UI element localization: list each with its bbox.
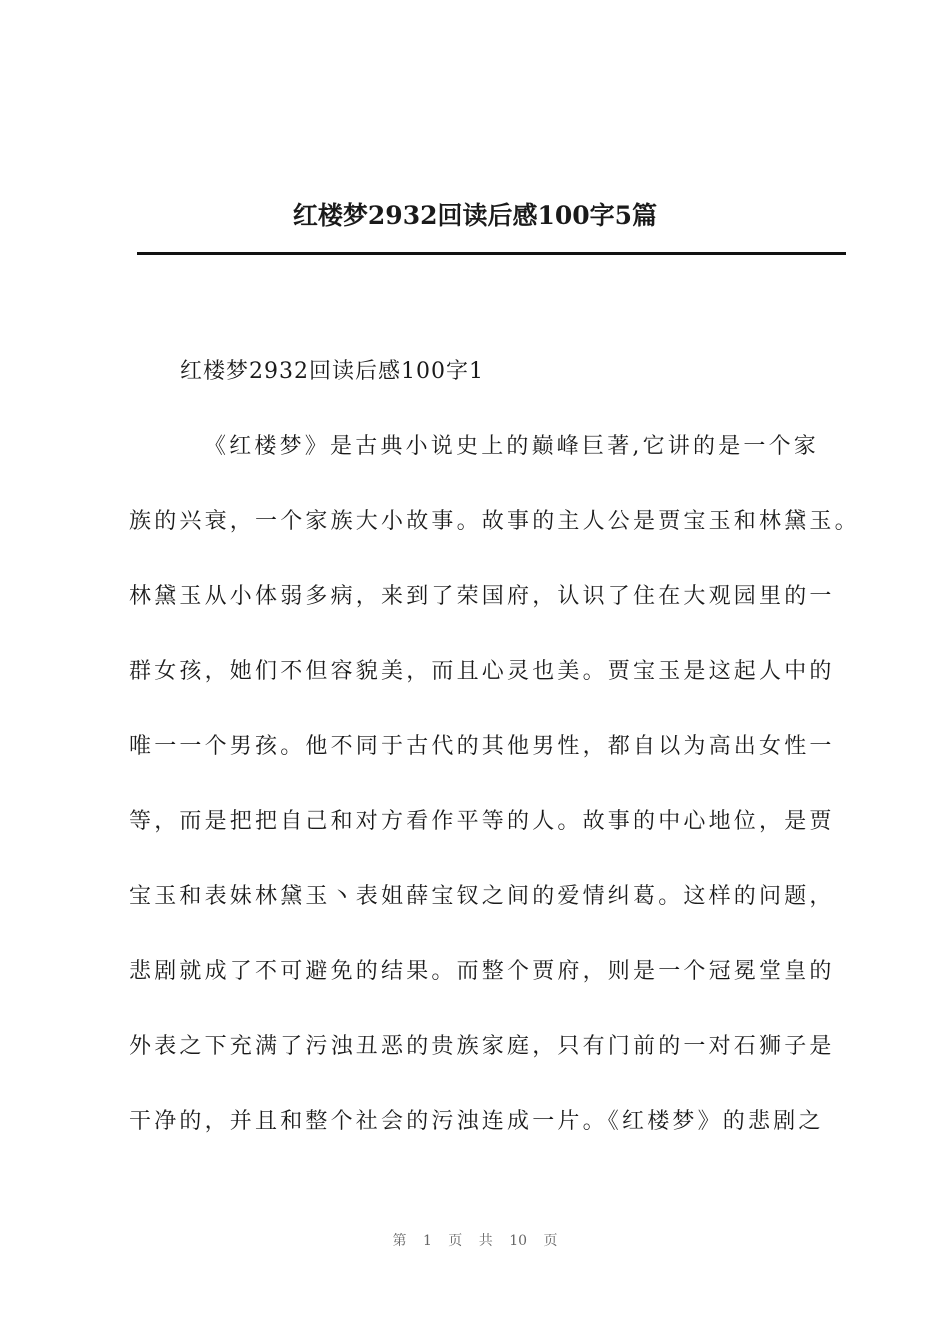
page-title: 红楼梦2932回读后感100字5篇	[292, 201, 658, 230]
paragraph-line: 族的兴衰，一个家族大小故事。故事的主人公是贾宝玉和林黛玉。	[129, 509, 860, 534]
paragraph-line: 干净的，并且和整个社会的污浊连成一片。《红楼梦》的悲剧之	[129, 1109, 824, 1134]
paragraph-line: 悲剧就成了不可避免的结果。而整个贾府，则是一个冠冕堂皇的	[129, 959, 835, 984]
paragraph-line: 外表之下充满了污浊丑恶的贵族家庭，只有门前的一对石狮子是	[129, 1034, 835, 1059]
paragraph-line: 群女孩，她们不但容貌美，而且心灵也美。贾宝玉是这起人中的	[129, 659, 835, 684]
paragraph-line: 等，而是把把自己和对方看作平等的人。故事的中心地位，是贾	[129, 809, 835, 834]
title-divider	[137, 252, 846, 255]
paragraph-line: 《红楼梦》是古典小说史上的巅峰巨著,它讲的是一个家	[204, 434, 819, 459]
paragraph-line: 林黛玉从小体弱多病，来到了荣国府，认识了住在大观园里的一	[129, 584, 835, 609]
paragraph-line: 唯一一个男孩。他不同于古代的其他男性，都自以为高出女性一	[129, 734, 835, 759]
section-heading: 红楼梦2932回读后感100字1	[180, 359, 484, 384]
paragraph-line: 宝玉和表妹林黛玉丶表姐薛宝钗之间的爱情纠葛。这样的问题，	[129, 884, 835, 909]
page-number-footer: 第 1 页 共 10 页	[392, 1233, 558, 1249]
